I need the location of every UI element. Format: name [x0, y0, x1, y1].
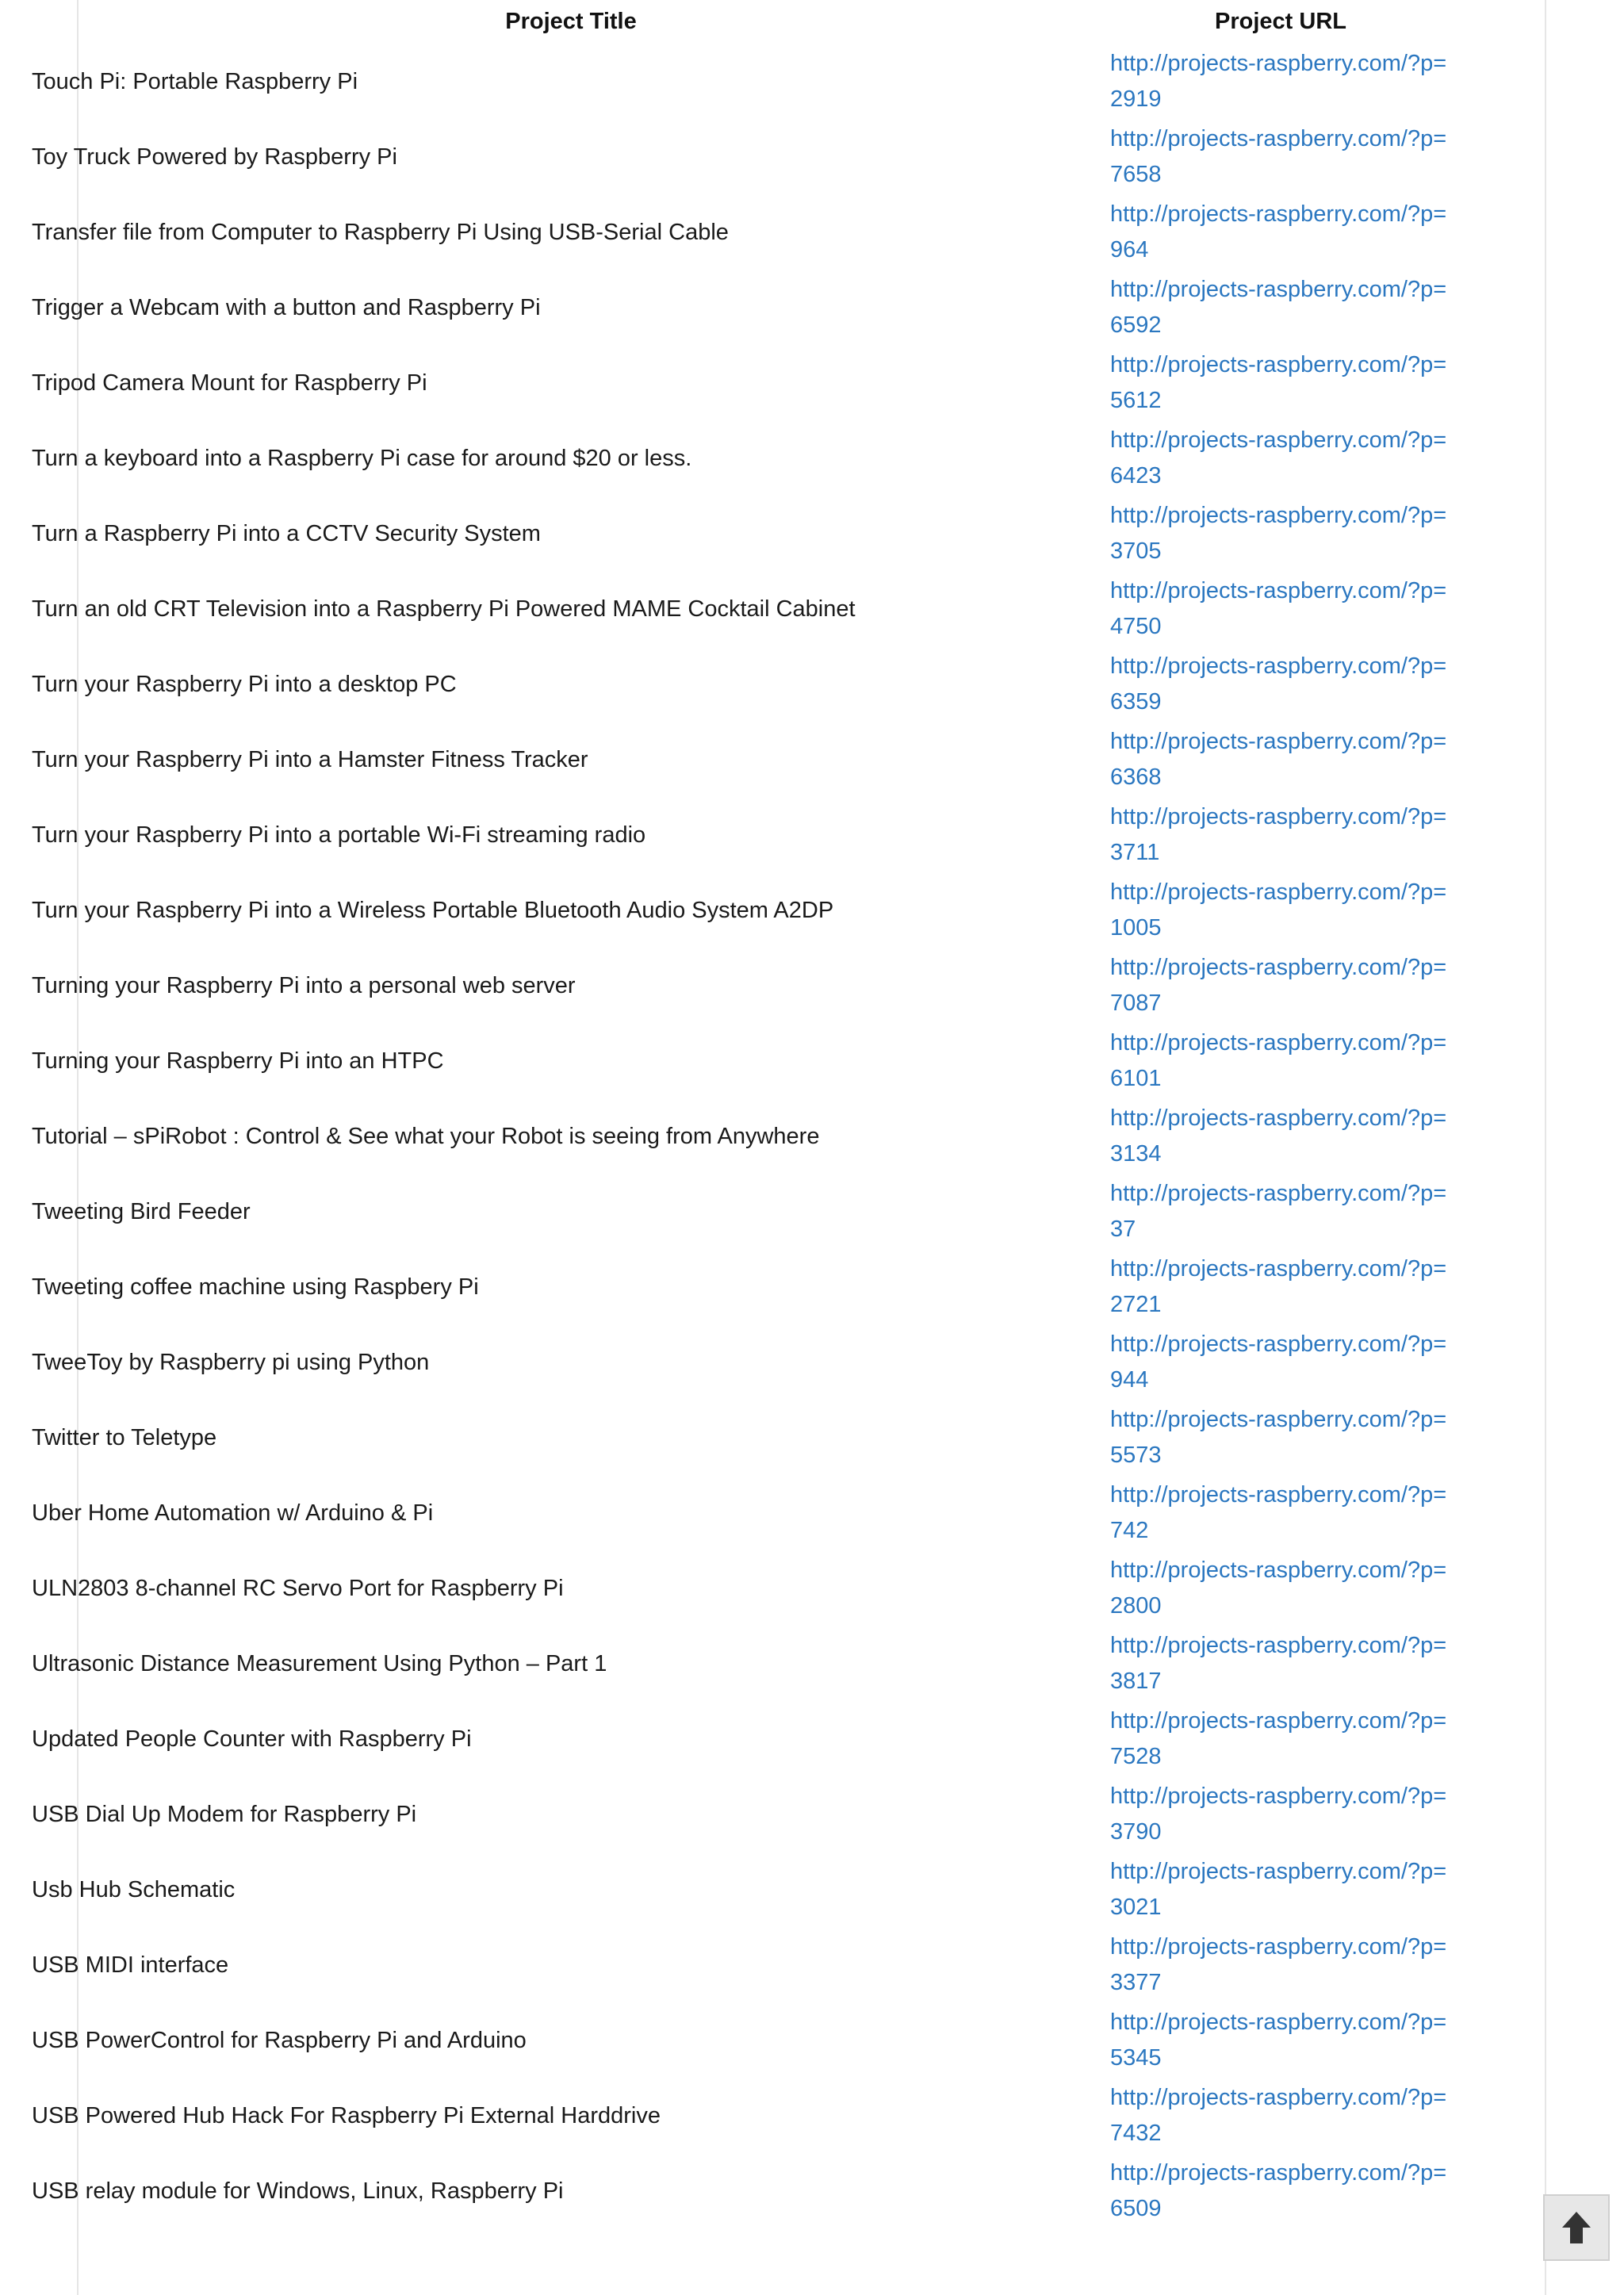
project-url-cell	[1110, 872, 1517, 948]
project-url-link[interactable]: http://projects-raspberry.com/?p=6359	[1110, 653, 1447, 715]
project-title: TweeToy by Raspberry pi using Python	[32, 1350, 430, 1375]
table-row	[32, 420, 1517, 496]
project-title: Turn your Raspberry Pi into a portable Wi-Fi streaming radio	[32, 822, 646, 848]
project-title: Turn an old CRT Television into a Raspberry Pi Powered MAME Cocktail Cabinet	[32, 596, 856, 622]
table-row	[32, 270, 1517, 345]
table-row	[32, 44, 1517, 119]
project-title: Turn your Raspberry Pi into a Wireless Portable Bluetooth Audio System A2DP	[32, 898, 834, 923]
project-url-link[interactable]: http://projects-raspberry.com/?p=7432	[1110, 2084, 1447, 2146]
column-header-title: Project Title	[505, 9, 637, 34]
table-row	[32, 345, 1517, 420]
project-title: Updated People Counter with Raspberry Pi	[32, 1726, 472, 1752]
project-url-link[interactable]: http://projects-raspberry.com/?p=3817	[1110, 1632, 1447, 1694]
table-row	[32, 1701, 1517, 1776]
project-title: USB MIDI interface	[32, 1952, 229, 1978]
project-url-link[interactable]: http://projects-raspberry.com/?p=2721	[1110, 1255, 1447, 1317]
project-url-cell	[1110, 1174, 1517, 1249]
project-title: Tweeting Bird Feeder	[32, 1199, 251, 1224]
table-header-row	[32, 0, 1517, 44]
table-row	[32, 194, 1517, 270]
project-url-cell	[1110, 646, 1517, 722]
project-title: ULN2803 8-channel RC Servo Port for Raspberry Pi	[32, 1576, 564, 1601]
table-row	[32, 2153, 1517, 2228]
project-title: Twitter to Teletype	[32, 1425, 217, 1450]
project-url-link[interactable]: http://projects-raspberry.com/?p=7658	[1110, 125, 1447, 187]
project-url-cell	[1110, 1626, 1517, 1701]
project-url-link[interactable]: http://projects-raspberry.com/?p=3377	[1110, 1933, 1447, 1995]
table-row	[32, 1550, 1517, 1626]
project-url-cell	[1110, 571, 1517, 646]
project-url-cell	[1110, 2153, 1517, 2228]
project-title: Ultrasonic Distance Measurement Using Python – Part 1	[32, 1651, 607, 1676]
project-url-cell	[1110, 345, 1517, 420]
project-url-cell	[1110, 722, 1517, 797]
table-row	[32, 496, 1517, 571]
project-url-cell	[1110, 496, 1517, 571]
project-url-link[interactable]: http://projects-raspberry.com/?p=6423	[1110, 427, 1447, 489]
project-title: Turn your Raspberry Pi into a Hamster Fitness Tracker	[32, 747, 588, 772]
table-row	[32, 797, 1517, 872]
table-row	[32, 1475, 1517, 1550]
project-title: Turning your Raspberry Pi into a personal web server	[32, 973, 576, 998]
project-title: Transfer file from Computer to Raspberry Pi Using USB-Serial Cable	[32, 220, 729, 245]
table-row	[32, 872, 1517, 948]
project-url-link[interactable]: http://projects-raspberry.com/?p=6101	[1110, 1029, 1447, 1091]
project-url-link[interactable]: http://projects-raspberry.com/?p=2919	[1110, 50, 1447, 112]
project-url-cell	[1110, 948, 1517, 1023]
project-url-cell	[1110, 1701, 1517, 1776]
project-url-cell	[1110, 1324, 1517, 1400]
project-title: Turn your Raspberry Pi into a desktop PC	[32, 672, 457, 697]
project-title: USB Powered Hub Hack For Raspberry Pi External Harddrive	[32, 2103, 661, 2128]
table-row	[32, 1400, 1517, 1475]
project-url-cell	[1110, 1023, 1517, 1098]
project-url-cell	[1110, 1400, 1517, 1475]
project-title: Turning your Raspberry Pi into an HTPC	[32, 1048, 444, 1074]
table-row	[32, 1324, 1517, 1400]
table-row	[32, 1098, 1517, 1174]
project-title: USB Dial Up Modem for Raspberry Pi	[32, 1802, 417, 1827]
project-title: Tweeting coffee machine using Raspbery Pi	[32, 1274, 479, 1300]
project-url-link[interactable]: http://projects-raspberry.com/?p=2800	[1110, 1557, 1447, 1619]
project-url-link[interactable]: http://projects-raspberry.com/?p=3711	[1110, 803, 1447, 865]
project-url-link[interactable]: http://projects-raspberry.com/?p=7087	[1110, 954, 1447, 1016]
projects-table	[32, 0, 1517, 2228]
project-title: USB PowerControl for Raspberry Pi and Arduino	[32, 2028, 527, 2053]
project-url-link[interactable]: http://projects-raspberry.com/?p=3790	[1110, 1783, 1447, 1845]
project-url-cell	[1110, 1550, 1517, 1626]
arrow-up-icon	[1561, 2210, 1592, 2245]
project-url-cell	[1110, 44, 1517, 119]
column-header-url: Project URL	[1215, 9, 1346, 34]
project-title: Trigger a Webcam with a button and Raspberry Pi	[32, 295, 541, 320]
project-url-cell	[1110, 1249, 1517, 1324]
table-row	[32, 646, 1517, 722]
project-url-cell	[1110, 1475, 1517, 1550]
project-url-cell	[1110, 270, 1517, 345]
back-to-top-button[interactable]	[1543, 2194, 1610, 2261]
project-url-cell	[1110, 1927, 1517, 2002]
project-title: Usb Hub Schematic	[32, 1877, 236, 1902]
project-url-cell	[1110, 1852, 1517, 1927]
project-url-cell	[1110, 797, 1517, 872]
table-row	[32, 1852, 1517, 1927]
table-row	[32, 722, 1517, 797]
table-row	[32, 571, 1517, 646]
table-header	[32, 0, 1517, 44]
project-url-link[interactable]: http://projects-raspberry.com/?p=6368	[1110, 728, 1447, 790]
project-url-link[interactable]: http://projects-raspberry.com/?p=3134	[1110, 1105, 1447, 1167]
table-row	[32, 2078, 1517, 2153]
table-body	[32, 44, 1517, 2228]
project-url-link[interactable]: http://projects-raspberry.com/?p=5345	[1110, 2009, 1447, 2071]
project-title: Tutorial – sPiRobot : Control & See what your Robot is seeing from Anywhere	[32, 1124, 820, 1149]
project-url-link[interactable]: http://projects-raspberry.com/?p=1005	[1110, 879, 1447, 941]
project-url-cell	[1110, 2002, 1517, 2078]
project-title: Tripod Camera Mount for Raspberry Pi	[32, 370, 427, 396]
project-url-cell	[1110, 1098, 1517, 1174]
project-url-cell	[1110, 119, 1517, 194]
table-row	[32, 1249, 1517, 1324]
table-row	[32, 948, 1517, 1023]
table-row	[32, 119, 1517, 194]
project-url-link[interactable]: http://projects-raspberry.com/?p=6592	[1110, 276, 1447, 338]
project-url-cell	[1110, 420, 1517, 496]
project-title: Turn a keyboard into a Raspberry Pi case for around $20 or less.	[32, 446, 692, 471]
table-row	[32, 1023, 1517, 1098]
project-title: USB relay module for Windows, Linux, Raspberry Pi	[32, 2178, 564, 2204]
project-title: Turn a Raspberry Pi into a CCTV Security System	[32, 521, 541, 546]
project-url-link[interactable]: http://projects-raspberry.com/?p=7528	[1110, 1707, 1447, 1769]
project-url-link[interactable]: http://projects-raspberry.com/?p=4750	[1110, 577, 1447, 639]
project-url-link[interactable]: http://projects-raspberry.com/?p=3705	[1110, 502, 1447, 564]
project-title: Uber Home Automation w/ Arduino & Pi	[32, 1500, 434, 1526]
project-url-link[interactable]: http://projects-raspberry.com/?p=5612	[1110, 351, 1447, 413]
project-url-cell	[1110, 1776, 1517, 1852]
project-url-link[interactable]: http://projects-raspberry.com/?p=944	[1110, 1331, 1447, 1393]
project-url-cell	[1110, 2078, 1517, 2153]
table-row	[32, 1626, 1517, 1701]
table-row	[32, 1776, 1517, 1852]
project-url-link[interactable]: http://projects-raspberry.com/?p=3021	[1110, 1858, 1447, 1920]
project-url-link[interactable]: http://projects-raspberry.com/?p=964	[1110, 201, 1447, 262]
project-title: Toy Truck Powered by Raspberry Pi	[32, 144, 397, 170]
project-url-cell	[1110, 194, 1517, 270]
project-title: Touch Pi: Portable Raspberry Pi	[32, 69, 358, 94]
table-row	[32, 2002, 1517, 2078]
project-url-link[interactable]: http://projects-raspberry.com/?p=5573	[1110, 1406, 1447, 1468]
project-url-link[interactable]: http://projects-raspberry.com/?p=37	[1110, 1180, 1447, 1242]
table-row	[32, 1174, 1517, 1249]
project-url-link[interactable]: http://projects-raspberry.com/?p=742	[1110, 1481, 1447, 1543]
project-url-link[interactable]: http://projects-raspberry.com/?p=6509	[1110, 2159, 1447, 2221]
table-row	[32, 1927, 1517, 2002]
